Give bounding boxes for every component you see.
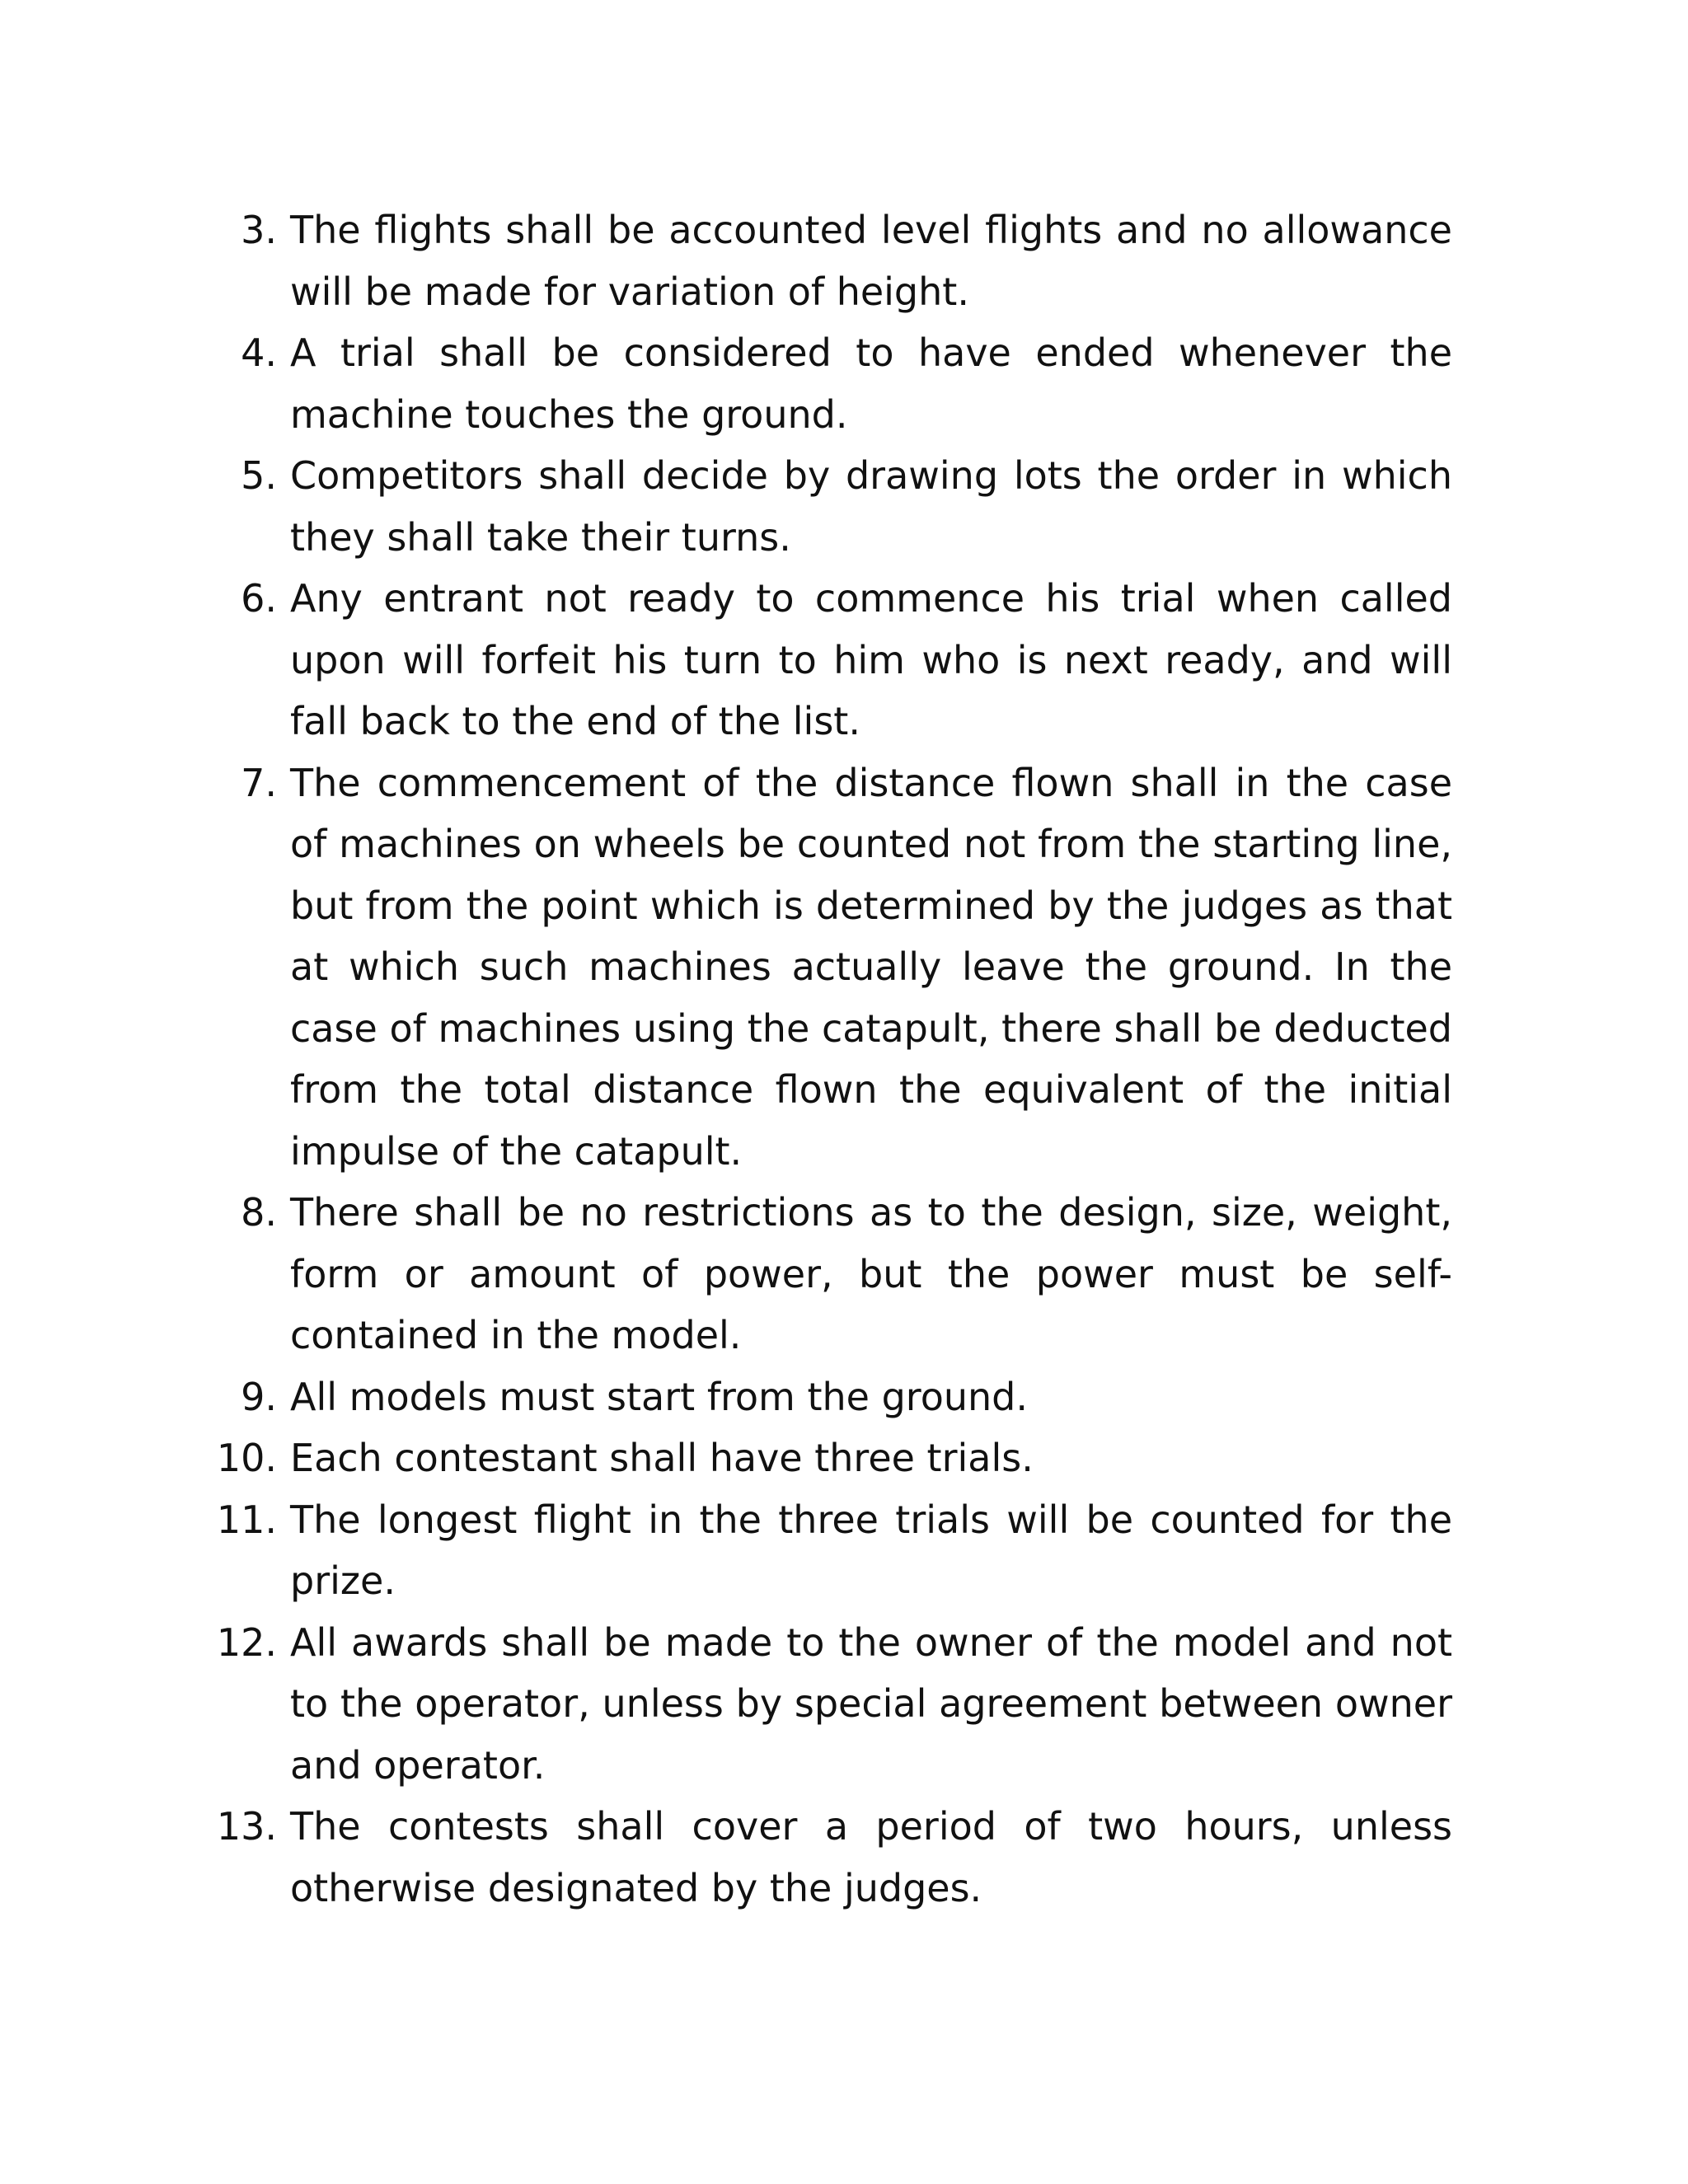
rule-text: All awards shall be made to the owner of the model and not to the operator, unless by special agreement between owner and operator. — [290, 1619, 1452, 1788]
rule-text: The commencement of the distance flown shall in the case of machines on wheels be counted not from the starting line, but from the point which is determined by the judges as that at which such machines actually leave the ground. In the case of machines using the catapult, there shall be deducted from the total distance flown the equivalent of the initial impulse of the catapult. — [290, 760, 1452, 1174]
rule-item-4 — [241, 322, 1452, 445]
rule-number: 6. — [241, 576, 277, 621]
rule-number: 7. — [241, 760, 277, 805]
rule-text: Any entrant not ready to commence his trial when called upon will forfeit his turn to him who is next ready, and will fall back to the end of the list. — [290, 576, 1452, 743]
rule-number: 11. — [216, 1497, 277, 1542]
rule-text: A trial shall be considered to have ended whenever the machine touches the ground. — [290, 330, 1452, 437]
rule-text: The contests shall cover a period of two hours, unless otherwise designated by the judges. — [290, 1804, 1452, 1910]
rule-number: 5. — [241, 453, 277, 498]
rule-item-10 — [216, 1427, 1452, 1489]
rules-list — [216, 199, 1452, 1919]
rule-item-3 — [241, 199, 1452, 322]
rule-number: 3. — [241, 208, 277, 252]
rule-number: 12. — [216, 1619, 277, 1665]
rule-text: There shall be no restrictions as to the design, size, weight, form or amount of power, but the power must be self-contained in the model. — [290, 1190, 1452, 1357]
rule-text: All models must start from the ground. — [290, 1374, 1028, 1419]
rule-text: Each contestant shall have three trials. — [290, 1436, 1034, 1480]
rule-item-8 — [241, 1182, 1452, 1366]
rule-number: 13. — [216, 1804, 277, 1849]
rule-item-11 — [216, 1489, 1452, 1612]
rule-number: 8. — [241, 1190, 277, 1235]
rule-text: The longest flight in the three trials will be counted for the prize. — [290, 1497, 1452, 1603]
rule-number: 10. — [216, 1436, 277, 1480]
rule-item-5 — [241, 445, 1452, 568]
rule-item-6 — [241, 568, 1452, 752]
rule-item-12 — [216, 1612, 1452, 1797]
rule-text: The flights shall be accounted level flights and no allowance will be made for variation of height. — [290, 208, 1452, 314]
rule-item-9 — [241, 1366, 1452, 1428]
rule-number: 4. — [241, 330, 277, 375]
rule-item-13 — [216, 1796, 1452, 1919]
rule-number: 9. — [241, 1374, 277, 1419]
rule-text: Competitors shall decide by drawing lots the order in which they shall take their turns. — [290, 453, 1452, 560]
rule-item-7 — [241, 752, 1452, 1183]
